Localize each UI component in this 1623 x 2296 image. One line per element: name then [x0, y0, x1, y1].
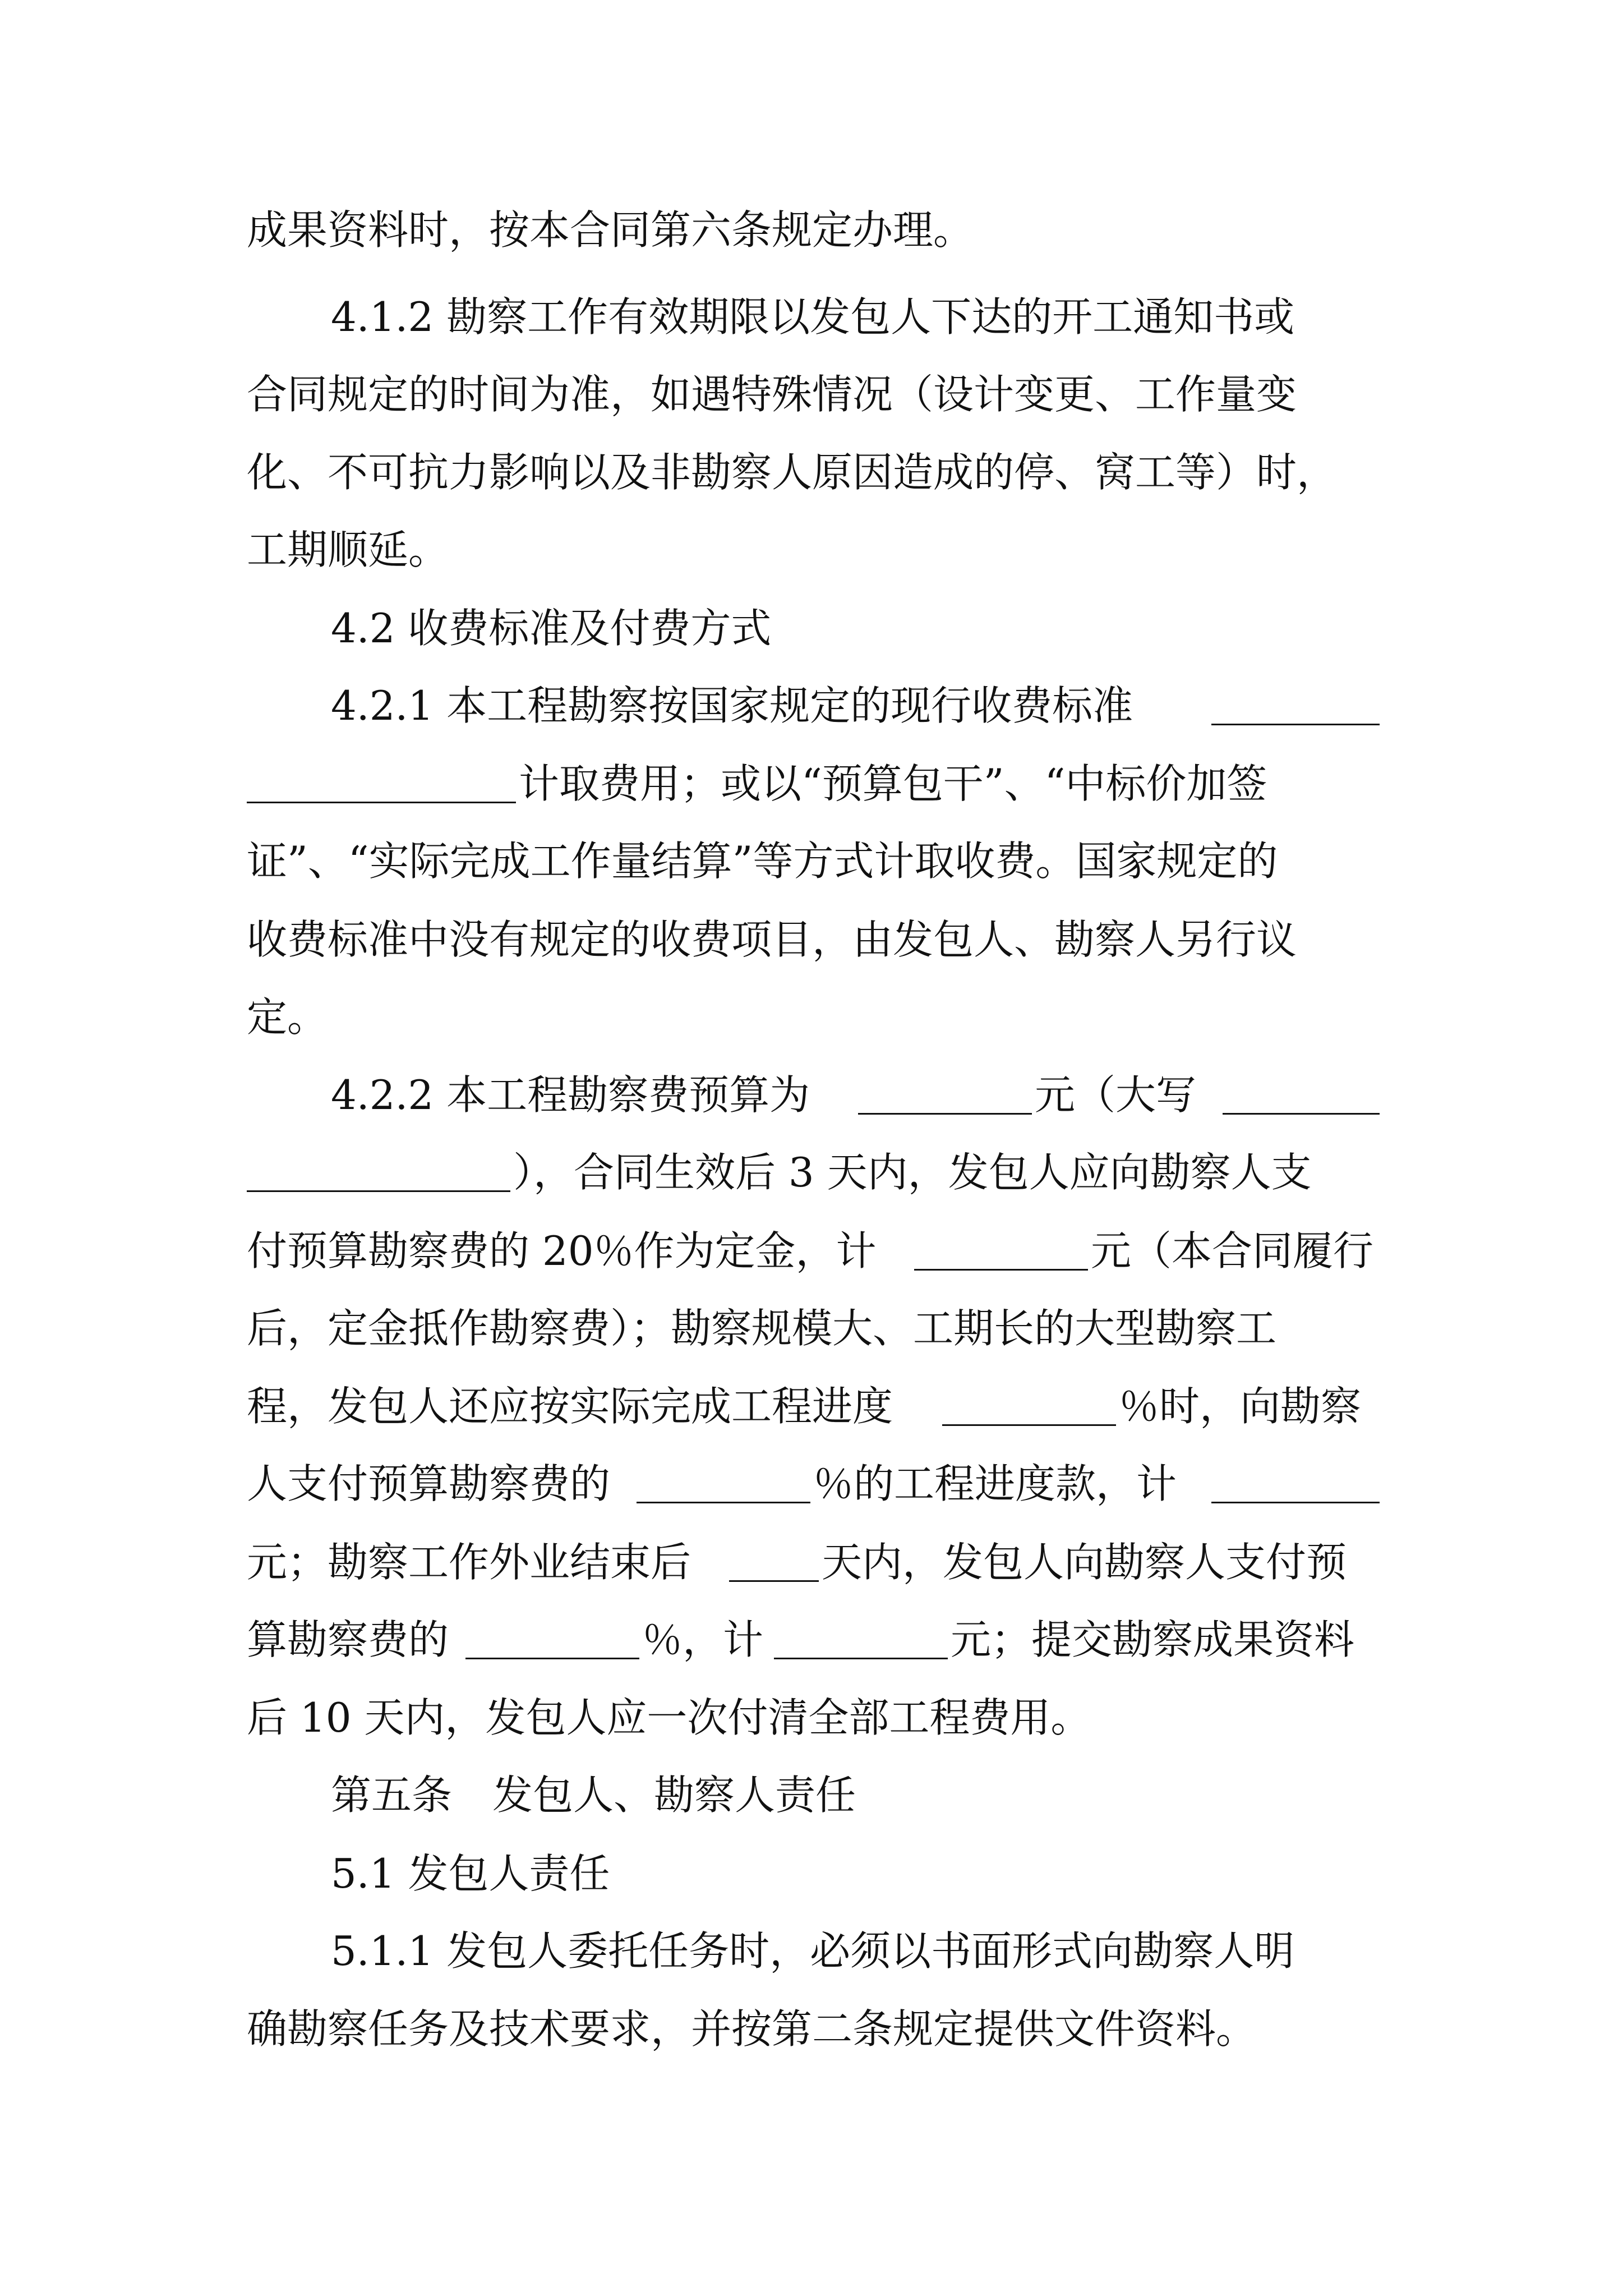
- blank-underline: [1223, 1113, 1380, 1115]
- text: 算勘察费的: [247, 1616, 449, 1663]
- blank-underline: [1211, 1502, 1380, 1503]
- blank-underline: [942, 1424, 1116, 1426]
- blank-underline: [914, 1269, 1088, 1271]
- blank-underline: [247, 1190, 510, 1192]
- text: 确勘察任务及技术要求，并按第二条规定提供文件资料。: [247, 2005, 1257, 2053]
- text: 付预算勘察费的 20％作为定金，计: [247, 1227, 877, 1274]
- text-line: [0, 833, 1623, 889]
- section-5-1-heading: 5.1 发包人责任: [331, 1850, 610, 1897]
- text-line: [0, 1923, 1623, 1979]
- text-line: [0, 1456, 1623, 1512]
- text-line: [0, 1378, 1623, 1434]
- text-line: [0, 1612, 1623, 1668]
- text-line: [0, 1767, 1623, 1823]
- section-4-2-heading: 4.2 收费标准及付费方式: [331, 605, 772, 652]
- text: ％时，向勘察: [1119, 1383, 1362, 1430]
- text-line: [0, 1690, 1623, 1746]
- blank-underline: [1211, 724, 1380, 725]
- text-line: [0, 1223, 1623, 1279]
- blank-underline: [774, 1658, 948, 1659]
- clause-4-2-1: 4.2.1 本工程勘察按国家规定的现行收费标准: [331, 682, 1133, 729]
- text: 成果资料时，按本合同第六条规定办理。: [247, 206, 974, 254]
- text-line: [0, 1067, 1623, 1123]
- text: 天内，发包人向勘察人支付预: [822, 1539, 1347, 1586]
- text-line: [0, 366, 1623, 422]
- text: 收费标准中没有规定的收费项目，由发包人、勘察人另行议: [247, 916, 1297, 963]
- text: 元；提交勘察成果资料: [951, 1616, 1355, 1663]
- clause-4-2-2: 4.2.2 本工程勘察费预算为: [331, 1071, 810, 1119]
- text: 元；勘察工作外业结束后: [247, 1539, 691, 1586]
- text-line: [0, 444, 1623, 500]
- text: 化、不可抗力影响以及非勘察人原因造成的停、窝工等）时，: [247, 449, 1338, 496]
- text-line: [0, 2001, 1623, 2057]
- text: 人支付预算勘察费的: [247, 1460, 611, 1507]
- blank-underline: [729, 1580, 819, 1582]
- text: 程，发包人还应按实际完成工程进度: [247, 1383, 893, 1430]
- text: 证”、“实际完成工作量结算”等方式计取收费。国家规定的: [247, 838, 1278, 885]
- text: 后 10 天内，发包人应一次付清全部工程费用。: [247, 1694, 1091, 1741]
- blank-underline: [637, 1502, 810, 1503]
- text: 工期顺延。: [247, 526, 449, 573]
- text-line: [0, 202, 1623, 258]
- text-line: [0, 989, 1623, 1045]
- blank-underline: [858, 1113, 1032, 1115]
- text-line: [0, 1300, 1623, 1356]
- text: 计取费用；或以“预算包干”、“中标价加签: [519, 760, 1267, 807]
- text-line: [0, 289, 1623, 345]
- clause-4-1-2: 4.1.2 勘察工作有效期限以发包人下达的开工通知书或: [331, 293, 1295, 341]
- text-line: [0, 912, 1623, 968]
- text-line: [0, 1534, 1623, 1590]
- text-line: [0, 522, 1623, 578]
- blank-underline: [465, 1658, 639, 1659]
- text-line: [0, 600, 1623, 656]
- text-line: [0, 1846, 1623, 1902]
- text: ），合同生效后 3 天内，发包人应向勘察人支: [513, 1149, 1312, 1196]
- text: 后，定金抵作勘察费）；勘察规模大、工期长的大型勘察工: [247, 1305, 1277, 1352]
- text-line: [0, 756, 1623, 812]
- text-line: [0, 678, 1623, 734]
- text: 元（大写: [1035, 1071, 1197, 1119]
- text-line: [0, 1144, 1623, 1200]
- blank-underline: [247, 802, 516, 803]
- text: ％，计: [642, 1616, 764, 1663]
- text: 合同规定的时间为准，如遇特殊情况（设计变更、工作量变: [247, 371, 1297, 418]
- text: 定。: [247, 993, 328, 1041]
- text: ％的工程进度款，计: [813, 1460, 1177, 1507]
- article-5-heading: 第五条 发包人、勘察人责任: [331, 1772, 856, 1819]
- clause-5-1-1: 5.1.1 发包人委托任务时，必须以书面形式向勘察人明: [331, 1927, 1295, 1975]
- text: 元（本合同履行: [1091, 1227, 1374, 1274]
